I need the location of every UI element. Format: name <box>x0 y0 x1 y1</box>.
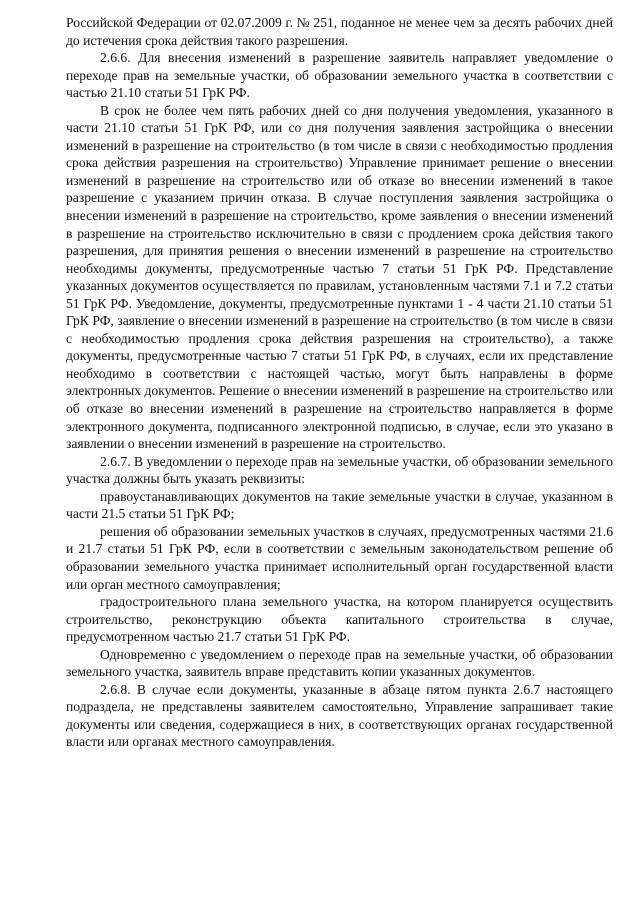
paragraph-requisite-title-docs: правоустанавливающих документов на такие земельные участки в случае, указанном в части 21.5 статьи 51 ГрК РФ; <box>66 488 613 522</box>
document-page <box>66 14 613 751</box>
paragraph-2-6-8: 2.6.8. В случае если документы, указанные в абзаце пятом пункта 2.6.7 настоящего подраздела, не представлены заявителем самостоятельно, Управление запрашивает такие документы или сведения, содержащиеся в них, в соответствующих органах государственной власти или органах местного самоуправления. <box>66 681 613 750</box>
paragraph-2-6-6: 2.6.6. Для внесения изменений в разрешение заявитель направляет уведомление о переходе прав на земельные участки, об образовании земельного участка в соответствии с частью 21.10 статьи 51 ГрК РФ. <box>66 50 613 101</box>
paragraph-copies: Одновременно с уведомлением о переходе прав на земельные участки, об образовании земельного участка, заявитель вправе представить копии указанных документов. <box>66 646 613 680</box>
paragraph-2-6-7: 2.6.7. В уведомлении о переходе прав на земельные участки, об образовании земельного участка должны быть указать реквизиты: <box>66 453 613 487</box>
paragraph-decision-term: В срок не более чем пять рабочих дней со дня получения уведомления, указанного в части 21.10 статьи 51 ГрК РФ, или со дня получения заявления застройщика о внесении изменений в разрешение на строительство (в том числе в связи с необходимостью продления срока действия разрешения на строительство) Управление принимает решение о внесении изменений в разрешение на строительство или об отказе во внесении изменений в такое разрешение с указанием причин отказа. В случае поступления заявления застройщика о внесении изменений в разрешение на строительство, кроме заявления о внесении изменений в разрешение на строительство исключительно в связи с продлением срока действия такого разрешения, для принятия решения о внесении изменений в разрешение на строительство необходимы документы, предусмотренные частью 7 статьи 51 ГрК РФ. Представление указанных документов осуществляется по правилам, установленным частями 7.1 и 7.2 статьи 51 ГрК РФ. Уведомление, документы, предусмотренные пунктами 1 - 4 части 21.10 статьи 51 ГрК РФ, заявление о внесении изменений в разрешение на строительство (в том числе в связи с необходимостью продления срока действия разрешения на строительство), а также документы, предусмотренные частью 7 статьи 51 ГрК РФ, в случаях, если их представление необходимо в соответствии с настоящей частью, могут быть направлены в форме электронных документов. Решение о внесении изменений в разрешение на строительство или об отказе во внесении изменений в разрешение на строительство направляется в форме электронного документа, подписанного электронной подписью, в случае, если это указано в заявлении о внесении изменений в разрешение на строительство. <box>66 102 613 452</box>
paragraph-continuation: Российской Федерации от 02.07.2009 г. № 251, поданное не менее чем за десять рабочих дней до истечения срока действия такого разрешения. <box>66 15 613 48</box>
paragraph-requisite-urban-plan: градостроительного плана земельного участка, на котором планируется осуществить строительство, реконструкцию объекта капитального строительства в случае, предусмотренном частью 21.7 статьи 51 ГрК РФ. <box>66 594 613 645</box>
paragraph-requisite-land-decision: решения об образовании земельных участков в случаях, предусмотренных частями 21.6 и 21.7 статьи 51 ГрК РФ, если в соответствии с земельным законодательством решение об образовании земельного участка принимает исполнительный орган государственной власти или орган местного самоуправления; <box>66 523 613 592</box>
